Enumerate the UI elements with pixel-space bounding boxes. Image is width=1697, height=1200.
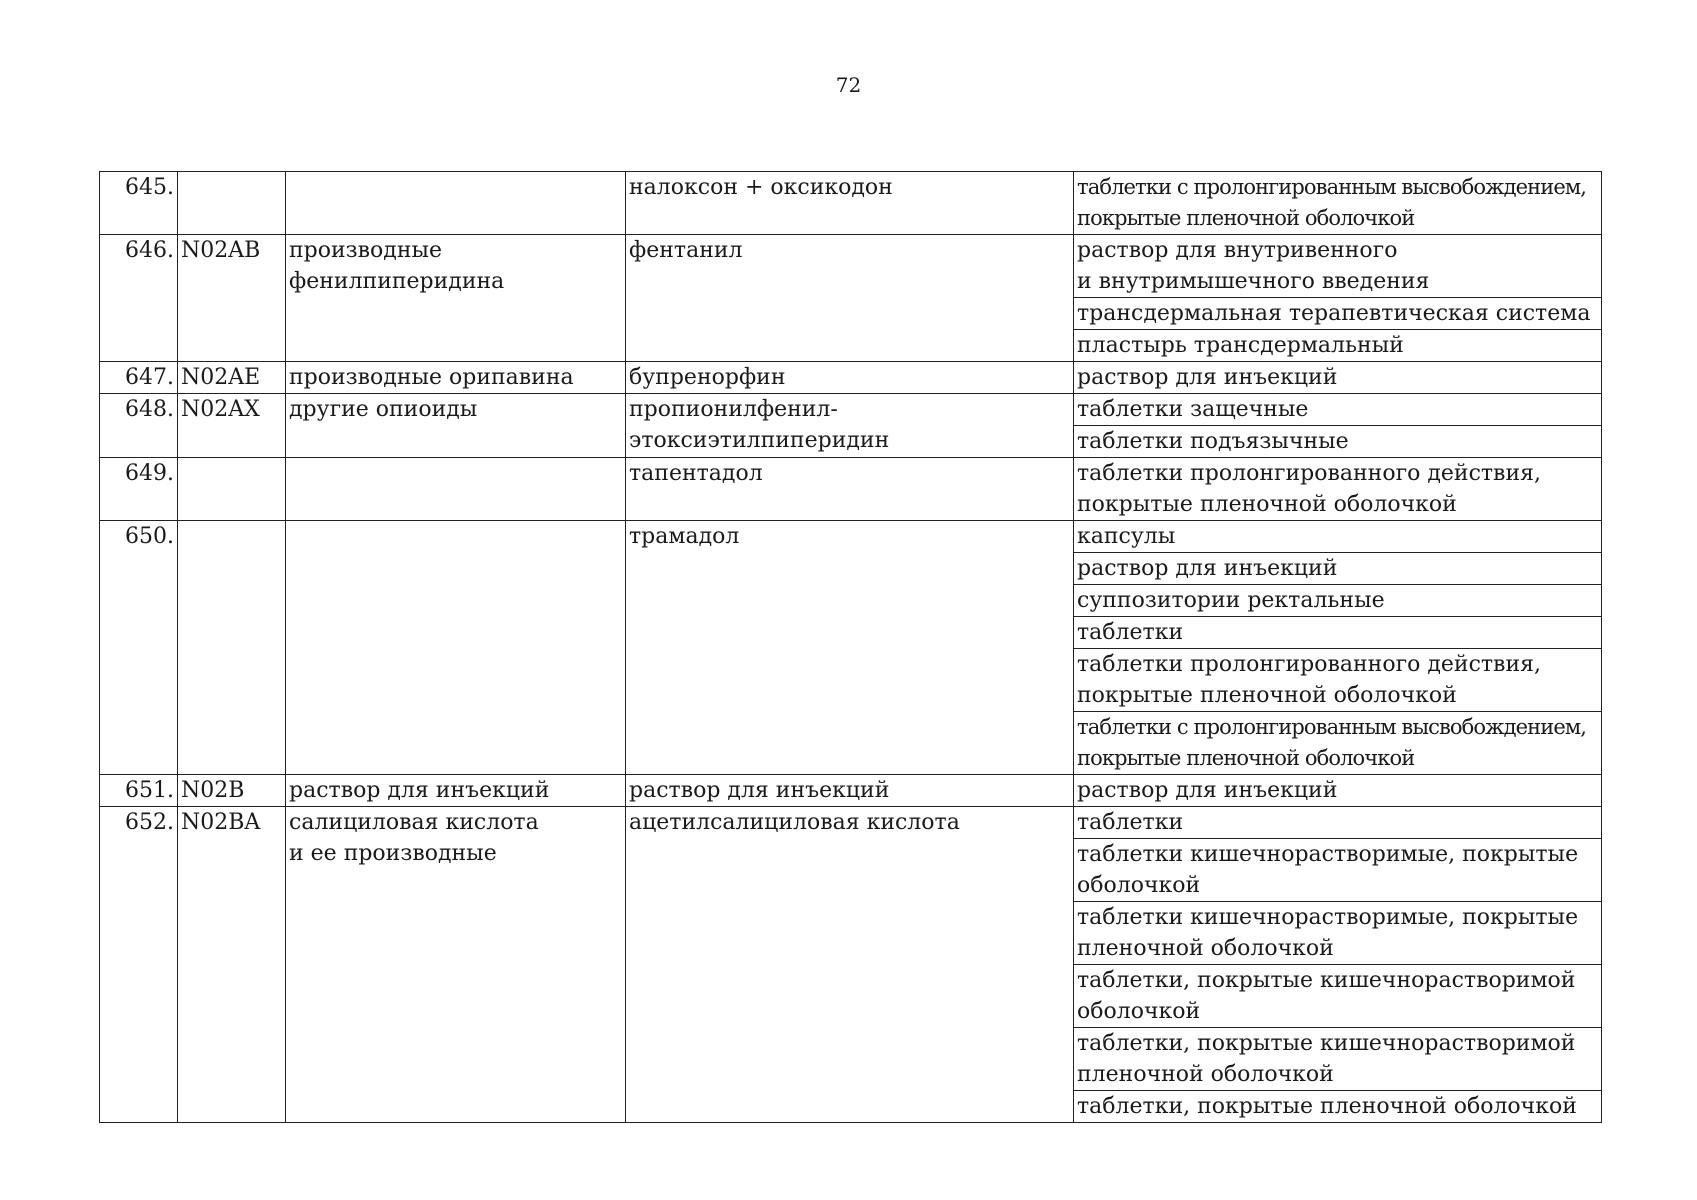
dosage-form-line: суппозитории ректальные xyxy=(1077,588,1385,613)
atc-code-cell: N02AX xyxy=(178,394,286,458)
atc-code-cell xyxy=(178,521,286,775)
table-row xyxy=(100,775,1602,807)
dosage-form-line: таблетки пролонгированного действия, xyxy=(1077,461,1541,486)
substance-cell xyxy=(626,807,1074,1123)
dosage-form-cell xyxy=(1074,394,1602,426)
table-row xyxy=(100,362,1602,394)
dosage-form-line: пластырь трансдермальный xyxy=(1077,333,1404,358)
group-line: салициловая кислота xyxy=(289,810,539,835)
row-number-cell: 650. xyxy=(100,521,178,775)
row-number-cell: 648. xyxy=(100,394,178,458)
dosage-form-cell xyxy=(1074,807,1602,839)
table-row xyxy=(100,458,1602,521)
substance-cell xyxy=(626,458,1074,521)
dosage-form-cell xyxy=(1074,902,1602,965)
dosage-form-cell xyxy=(1074,553,1602,585)
substance-cell xyxy=(626,394,1074,458)
dosage-form-cell xyxy=(1074,172,1602,235)
dosage-form-line: оболочкой xyxy=(1077,873,1201,898)
group-cell xyxy=(286,775,626,807)
substance-line: налоксон + оксикодон xyxy=(629,175,893,200)
dosage-form-cell xyxy=(1074,585,1602,617)
dosage-form-line: пленочной оболочкой xyxy=(1077,936,1334,961)
dosage-form-line: таблетки, покрытые кишечнорастворимой xyxy=(1077,968,1576,993)
dosage-form-line: таблетки, покрытые кишечнорастворимой xyxy=(1077,1031,1576,1056)
group-cell xyxy=(286,362,626,394)
atc-code-cell xyxy=(178,172,286,235)
dosage-form-line: таблетки подъязычные xyxy=(1077,429,1349,454)
dosage-form-cell xyxy=(1074,712,1602,775)
dosage-form-line: раствор для инъекций xyxy=(1077,556,1338,581)
group-line: фенилпиперидина xyxy=(289,269,505,294)
substance-cell xyxy=(626,362,1074,394)
substance-cell xyxy=(626,775,1074,807)
group-cell xyxy=(286,235,626,362)
row-number-cell: 652. xyxy=(100,807,178,1123)
atc-code-cell: N02AB xyxy=(178,235,286,362)
dosage-form-cell xyxy=(1074,458,1602,521)
substance-line: пропионилфенил- xyxy=(629,397,838,422)
dosage-form-cell xyxy=(1074,298,1602,330)
substance-line: тапентадол xyxy=(629,461,763,486)
row-number-cell: 651. xyxy=(100,775,178,807)
group-cell xyxy=(286,458,626,521)
substance-line: раствор для инъекций xyxy=(629,778,890,803)
dosage-form-cell xyxy=(1074,235,1602,298)
group-cell xyxy=(286,807,626,1123)
group-cell xyxy=(286,172,626,235)
dosage-form-cell xyxy=(1074,521,1602,553)
dosage-form-cell xyxy=(1074,330,1602,362)
dosage-form-line: раствор для внутривенного xyxy=(1077,238,1398,263)
table-row xyxy=(100,521,1602,553)
dosage-form-line: таблетки пролонгированного действия, xyxy=(1077,652,1541,677)
dosage-form-cell xyxy=(1074,617,1602,649)
table-row xyxy=(100,235,1602,298)
dosage-form-cell xyxy=(1074,649,1602,712)
dosage-form-line: раствор для инъекций xyxy=(1077,778,1338,803)
dosage-form-line: капсулы xyxy=(1077,524,1176,549)
dosage-form-line: покрытые пленочной оболочкой xyxy=(1077,683,1457,708)
dosage-form-line: таблетки xyxy=(1077,620,1184,645)
substance-cell xyxy=(626,235,1074,362)
dosage-form-line: таблетки xyxy=(1077,810,1184,835)
dosage-form-line: и внутримышечного введения xyxy=(1077,269,1430,294)
dosage-form-cell xyxy=(1074,362,1602,394)
atc-code-cell: N02BA xyxy=(178,807,286,1123)
substance-line: трамадол xyxy=(629,524,740,549)
table-row xyxy=(100,394,1602,426)
drug-table xyxy=(99,171,1602,1123)
group-line: производные орипавина xyxy=(289,365,574,390)
dosage-form-line: пленочной оболочкой xyxy=(1077,1062,1334,1087)
dosage-form-line: таблетки с пролонгированным высвобождением, xyxy=(1077,175,1587,199)
dosage-form-cell xyxy=(1074,965,1602,1028)
page-number: 72 xyxy=(835,73,862,97)
dosage-form-line: покрытые пленочной оболочкой xyxy=(1077,492,1457,517)
row-number-cell: 645. xyxy=(100,172,178,235)
atc-code-cell xyxy=(178,458,286,521)
dosage-form-line: трансдермальная терапевтическая система xyxy=(1077,301,1591,326)
dosage-form-line: оболочкой xyxy=(1077,999,1201,1024)
dosage-form-line: таблетки кишечнорастворимые, покрытые xyxy=(1077,905,1579,930)
row-number-cell: 647. xyxy=(100,362,178,394)
group-cell xyxy=(286,394,626,458)
atc-code-cell: N02B xyxy=(178,775,286,807)
dosage-form-line: таблетки защечные xyxy=(1077,397,1309,422)
substance-line: фентанил xyxy=(629,238,743,263)
dosage-form-cell xyxy=(1074,426,1602,458)
group-cell xyxy=(286,521,626,775)
group-line: другие опиоиды xyxy=(289,397,478,422)
row-number-cell: 649. xyxy=(100,458,178,521)
dosage-form-cell xyxy=(1074,1091,1602,1123)
dosage-form-line: покрытые пленочной оболочкой xyxy=(1077,746,1415,770)
substance-cell xyxy=(626,172,1074,235)
dosage-form-cell xyxy=(1074,775,1602,807)
dosage-form-cell xyxy=(1074,839,1602,902)
dosage-form-line: таблетки с пролонгированным высвобождением, xyxy=(1077,715,1587,739)
dosage-form-line: покрытые пленочной оболочкой xyxy=(1077,206,1415,230)
substance-line: ацетилсалициловая кислота xyxy=(629,810,960,835)
dosage-form-line: таблетки кишечнорастворимые, покрытые xyxy=(1077,842,1579,867)
substance-line: этоксиэтилпиперидин xyxy=(629,428,890,453)
row-number-cell: 646. xyxy=(100,235,178,362)
dosage-form-line: раствор для инъекций xyxy=(1077,365,1338,390)
table-row xyxy=(100,807,1602,839)
atc-code-cell: N02AE xyxy=(178,362,286,394)
substance-cell xyxy=(626,521,1074,775)
table-row xyxy=(100,172,1602,235)
dosage-form-line: таблетки, покрытые пленочной оболочкой xyxy=(1077,1094,1577,1119)
group-line: производные xyxy=(289,238,443,263)
group-line: раствор для инъекций xyxy=(289,778,550,803)
substance-line: бупренорфин xyxy=(629,365,786,390)
dosage-form-cell xyxy=(1074,1028,1602,1091)
group-line: и ее производные xyxy=(289,841,497,866)
